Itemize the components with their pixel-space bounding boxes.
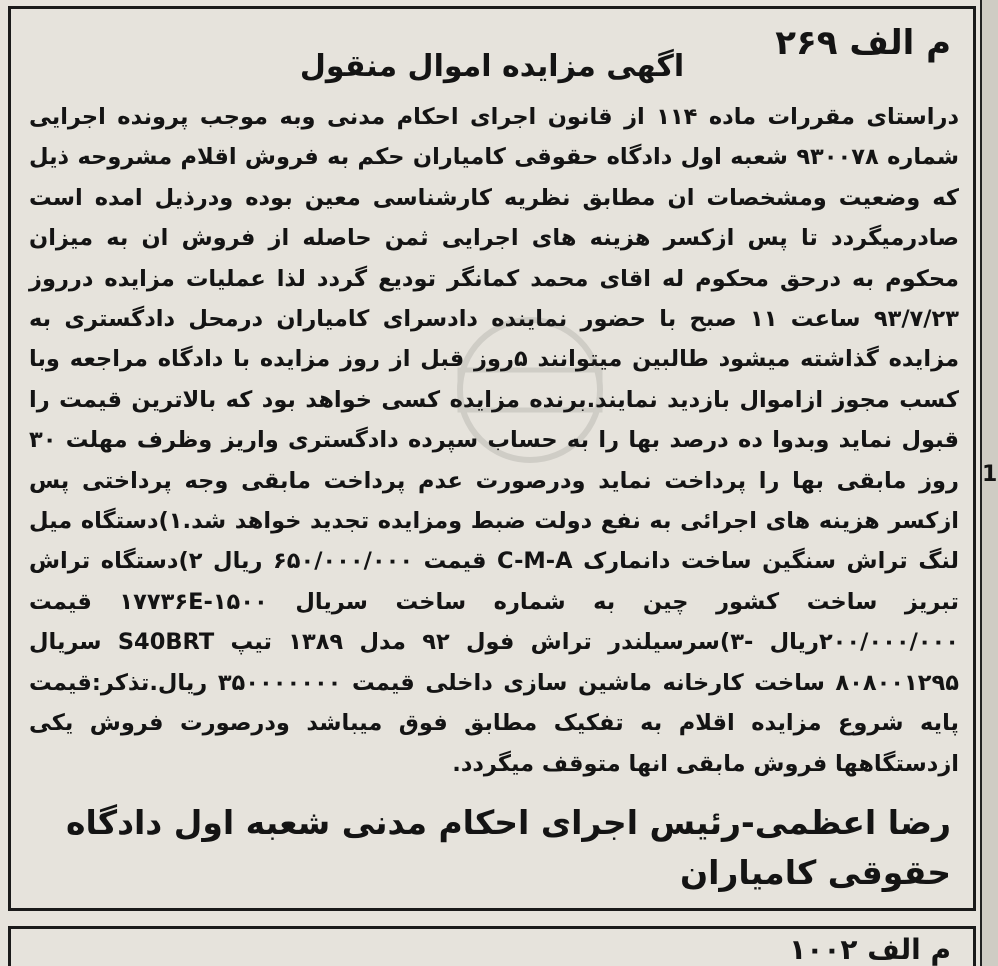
notice-body: دراستای مقررات ماده ۱۱۴ از قانون اجرای احکام مدنی وبه موجب پرونده اجرایی شماره ۹۳۰۰۷۸ شعبه اول دادگاه حقوقی کامیاران حکم به فروش اقلام مشروحه ذیل که وضعیت ومشخصات ان مطابق نظریه کارشناسی معین بوده ودرذیل امده است صادرمیگردد تا پس ازکسر هزینه های اجرایی ثمن حاصله از فروش ان به میزان محکوم به درحق محکوم له اقای محمد کمانگر تودیع گردد لذا عملیات مزایده درروز ۹۳/۷/۲۳ ساعت ۱۱ صبح با حضور نماینده دادسرای کامیاران درمحل دادگستری به مزایده گذاشته میشود طالبین میتوانند ۵روز قبل از روز مزایده با دادگاه مراجعه وبا کسب مجوز ازاموال بازدید نمایند.برنده مزایده کسی خواهد بود که بالاترین قیمت را قبول نماید وبدوا ده درصد بها را به حساب سپرده دادگستری واریز وظرف مهلت ۳۰ روز مابقی بها را پرداخت نماید ودرصورت عدم پرداخت مابقی وجه پرداختی پس ازکسر هزینه های اجرائی به نفع دولت ضبط ومزایده تجدید خواهد شد.۱)دستگاه میل لنگ تراش سنگین ساخت دانمارک C-M-A قیمت ۶۵۰/۰۰۰/۰۰۰ ریال ۲)دستگاه تراش تبریز ساخت کشور چین به شماره ساخت سریال ۱۵۰۰-۱۷۷۳۶E قیمت ۲۰۰/۰۰۰/۰۰۰ریال -۳)سرسیلندر تراش فول ۹۲ مدل ۱۳۸۹ تیپ S40BRT سریال ۸۰۸۰۰۱۲۹۵ ساخت کارخانه ماشین سازی داخلی قیمت ۳۵۰۰۰۰۰۰۰ ریال.تذکر:قیمت پایه شروع مزایده اقلام به تفکیک مطابق فوق میباشد ودرصورت فروش یکی ازدستگاهها فروش مابقی انها متوقف میگردد. [29,104,959,777]
next-notice-box [8,926,976,966]
notice-header [11,9,973,97]
adjacent-column-fragment: 1 [982,462,998,487]
auction-notice-box [8,6,976,911]
notice-signature: رضا اعظمی-رئیس اجرای احکام مدنی شعبه اول دادگاه حقوقی کامیاران [66,802,951,892]
adjacent-column-edge [980,0,998,966]
notice-title: اگهی مزایده اموال منقول [299,49,685,84]
notice-code: م الف ۲۶۹ [775,23,951,63]
next-notice-code: م الف ۱۰۰۲ [789,933,951,966]
